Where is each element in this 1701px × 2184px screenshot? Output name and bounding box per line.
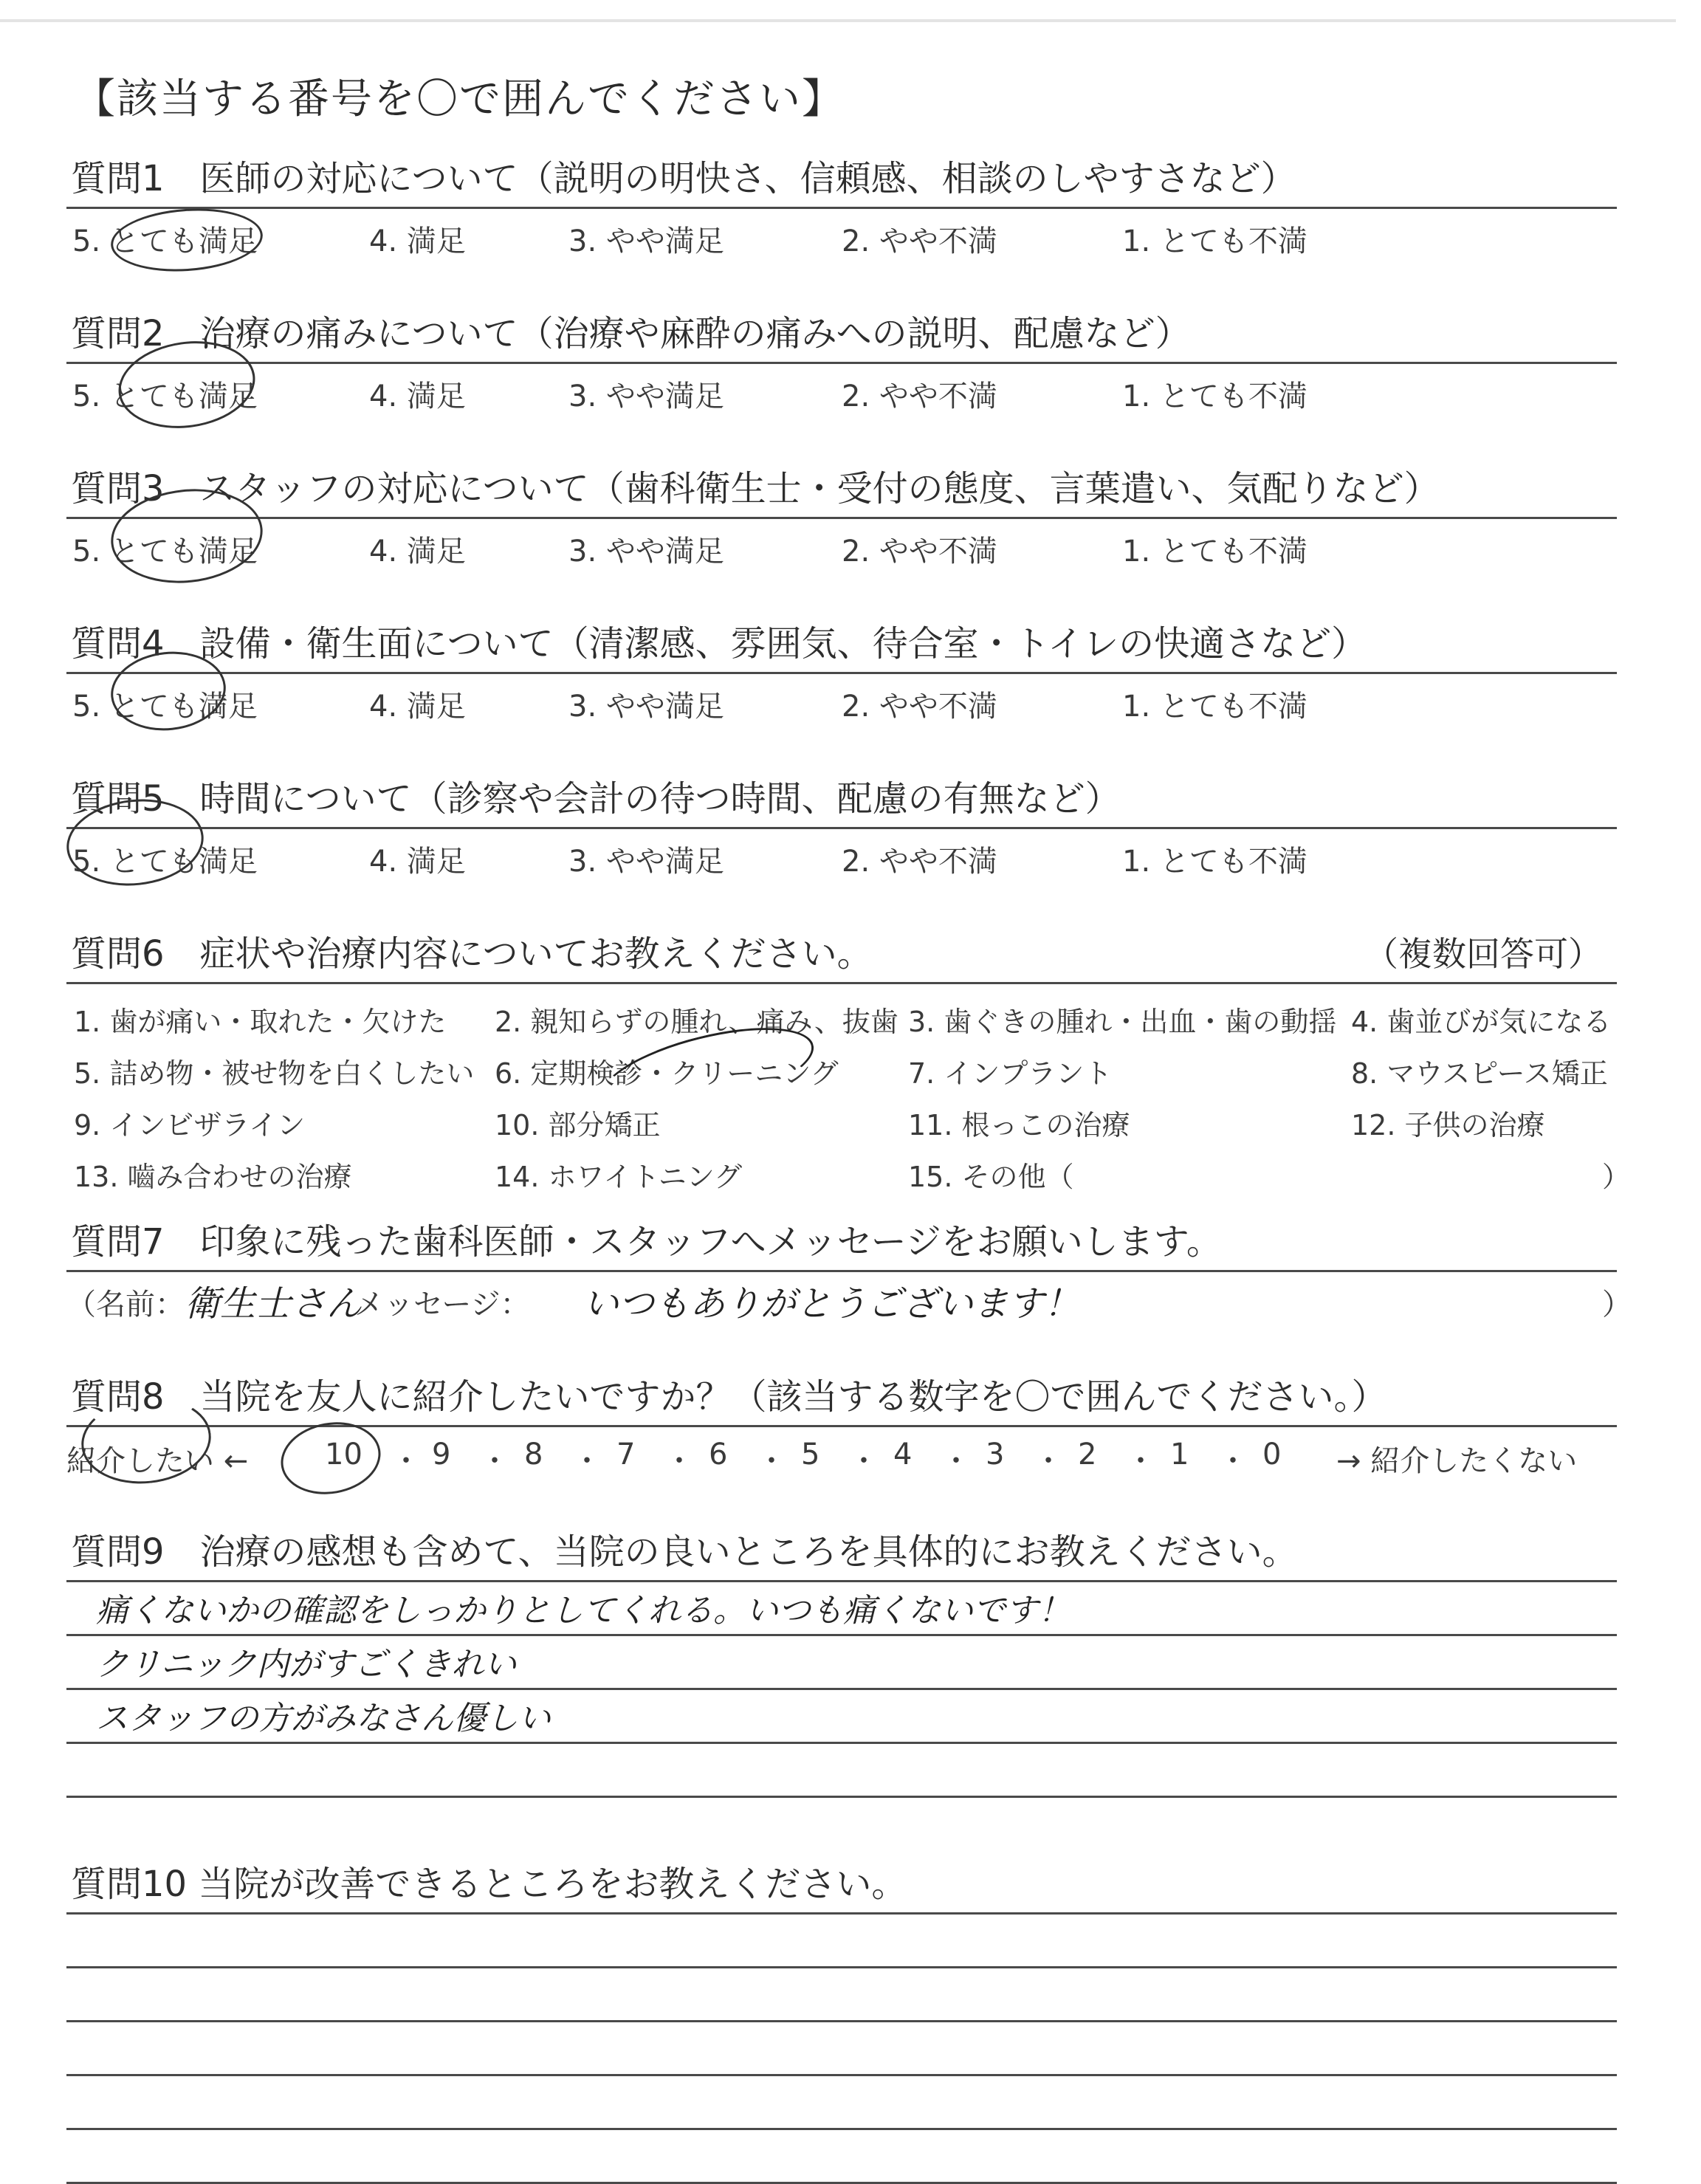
survey-sheet bbox=[66, 0, 1632, 2151]
symptom-item-selected[interactable]: 6. 定期検診・クリーニング bbox=[495, 1057, 839, 1090]
question-10 bbox=[66, 1861, 1632, 2184]
symptom-item[interactable]: 10. 部分矯正 bbox=[495, 1109, 661, 1141]
question-9-title: 質問9 治療の感想も含めて、当院の良いところを具体的にお教えください。 bbox=[71, 1531, 1298, 1573]
option-2[interactable]: 2. やや不満 bbox=[842, 690, 997, 724]
symptom-item[interactable]: 5. 詰め物・被せ物を白くしたい bbox=[74, 1057, 475, 1090]
option-1[interactable]: 1. とても不満 bbox=[1122, 224, 1307, 258]
scale-value-5[interactable]: 5 bbox=[801, 1438, 820, 1472]
question-8-title: 質問8 当院を友人に紹介したいですか？（該当する数字を〇で囲んでください。） bbox=[71, 1376, 1387, 1418]
scale-value-4[interactable]: 4 bbox=[893, 1438, 913, 1472]
option-3[interactable]: 3. やや満足 bbox=[568, 535, 724, 569]
question-5-options bbox=[66, 829, 1632, 881]
answer-line[interactable] bbox=[66, 1582, 1617, 1636]
name-value[interactable]: 衛生士さん bbox=[185, 1283, 362, 1325]
scale-value-8[interactable]: 8 bbox=[524, 1438, 543, 1472]
option-2[interactable]: 2. やや不満 bbox=[842, 224, 997, 258]
scale-dot: ・ bbox=[664, 1444, 694, 1478]
symptom-item[interactable]: 7. インプラント bbox=[908, 1057, 1113, 1090]
answer-line[interactable] bbox=[66, 2022, 1617, 2076]
question-1 bbox=[66, 155, 1632, 261]
answer-line[interactable] bbox=[66, 2076, 1617, 2130]
option-5[interactable]: 5. とても満足 bbox=[72, 845, 258, 879]
option-3[interactable]: 3. やや満足 bbox=[568, 690, 724, 724]
symptom-item[interactable]: 1. 歯が痛い・取れた・欠けた bbox=[74, 1006, 447, 1038]
option-3[interactable]: 3. やや満足 bbox=[568, 845, 724, 879]
option-4[interactable]: 4. 満足 bbox=[369, 224, 466, 258]
symptom-item[interactable]: 14. ホワイトニング bbox=[495, 1161, 743, 1193]
question-7-title: 質問7 印象に残った歯科医師・スタッフへメッセージをお願いします。 bbox=[71, 1221, 1222, 1263]
answer-line[interactable] bbox=[66, 1968, 1617, 2022]
symptom-item[interactable]: 2. 親知らずの腫れ、痛み、抜歯 bbox=[495, 1006, 898, 1038]
answer-text: スタッフの方がみなさん優しい bbox=[96, 1700, 551, 1737]
message-close-paren: ） bbox=[1602, 1288, 1632, 1322]
question-5-title: 質問5 時間について（診察や会計の待つ時間、配慮の有無など） bbox=[71, 778, 1121, 820]
other-close-paren: ） bbox=[1602, 1161, 1631, 1193]
scale-value-2[interactable]: 2 bbox=[1078, 1438, 1097, 1472]
answer-circle bbox=[275, 1415, 387, 1502]
option-4[interactable]: 4. 満足 bbox=[369, 845, 466, 879]
option-4[interactable]: 4. 満足 bbox=[369, 535, 466, 569]
scale-value-6[interactable]: 6 bbox=[709, 1438, 728, 1472]
option-3[interactable]: 3. やや満足 bbox=[568, 224, 724, 258]
scale-right-label: → 紹介したくない bbox=[1336, 1444, 1578, 1478]
answer-line[interactable] bbox=[66, 2130, 1617, 2184]
symptom-item[interactable]: 13. 嚙み合わせの治療 bbox=[74, 1161, 352, 1193]
instruction-title: 【該当する番号を〇で囲んでください】 bbox=[74, 75, 845, 123]
message-row bbox=[66, 1272, 1632, 1324]
question-2 bbox=[66, 310, 1632, 416]
option-2[interactable]: 2. やや不満 bbox=[842, 845, 997, 879]
option-1[interactable]: 1. とても不満 bbox=[1122, 380, 1307, 413]
option-4[interactable]: 4. 満足 bbox=[369, 380, 466, 413]
option-5[interactable]: 5. とても満足 bbox=[72, 535, 258, 569]
option-2[interactable]: 2. やや不満 bbox=[842, 535, 997, 569]
symptom-item[interactable]: 11. 根っこの治療 bbox=[908, 1109, 1130, 1141]
scale-dot: ・ bbox=[1126, 1444, 1155, 1478]
option-5[interactable]: 5. とても満足 bbox=[72, 224, 258, 258]
symptom-item[interactable]: 8. マウスピース矯正 bbox=[1351, 1057, 1608, 1090]
multiple-answer-note: （複数回答可） bbox=[1364, 934, 1602, 974]
symptom-item-other[interactable]: 15. その他（ bbox=[908, 1161, 1074, 1193]
scale-dot: ・ bbox=[849, 1444, 879, 1478]
question-6-title: 質問6 症状や治療内容についてお教えください。 bbox=[71, 933, 873, 975]
question-2-options bbox=[66, 364, 1632, 416]
scale-value-0[interactable]: 0 bbox=[1262, 1438, 1282, 1472]
scale-dot: ・ bbox=[1218, 1444, 1248, 1478]
option-1[interactable]: 1. とても不満 bbox=[1122, 845, 1307, 879]
option-5[interactable]: 5. とても満足 bbox=[72, 690, 258, 724]
option-1[interactable]: 1. とても不満 bbox=[1122, 535, 1307, 569]
message-value[interactable]: いつもありがとうございます！ bbox=[583, 1283, 1080, 1325]
scale-value-1[interactable]: 1 bbox=[1170, 1438, 1189, 1472]
question-8 bbox=[66, 1373, 1632, 1479]
option-1[interactable]: 1. とても不満 bbox=[1122, 690, 1307, 724]
message-label: メッセージ： bbox=[354, 1288, 530, 1322]
answer-line[interactable] bbox=[66, 1690, 1617, 1744]
scale-dot: ・ bbox=[941, 1444, 971, 1478]
answer-circle bbox=[109, 204, 264, 276]
answer-line[interactable] bbox=[66, 1744, 1617, 1798]
name-label: （名前： bbox=[66, 1288, 185, 1322]
scale-dot: ・ bbox=[480, 1444, 509, 1478]
symptom-item[interactable]: 9. インビザライン bbox=[74, 1109, 306, 1141]
question-4-options bbox=[66, 674, 1632, 726]
answer-line[interactable] bbox=[66, 1915, 1617, 1968]
option-4[interactable]: 4. 満足 bbox=[369, 690, 466, 724]
scale-value-3[interactable]: 3 bbox=[986, 1438, 1005, 1472]
recommend-scale bbox=[66, 1427, 1632, 1479]
answer-line[interactable] bbox=[66, 1636, 1617, 1690]
option-2[interactable]: 2. やや不満 bbox=[842, 380, 997, 413]
symptom-item[interactable]: 4. 歯並びが気になる bbox=[1351, 1006, 1612, 1038]
scale-value-7[interactable]: 7 bbox=[616, 1438, 636, 1472]
question-1-title: 質問1 医師の対応について（説明の明快さ、信頼感、相談のしやすさなど） bbox=[71, 158, 1296, 199]
answer-text: 痛くないかの確認をしっかりとしてくれる。いつも痛くないです！ bbox=[96, 1592, 1071, 1630]
question-4-title: 質問4 設備・衛生面について（清潔感、雰囲気、待合室・トイレの快適さなど） bbox=[71, 623, 1367, 665]
question-2-title: 質問2 治療の痛みについて（治療や麻酔の痛みへの説明、配慮など） bbox=[71, 313, 1191, 354]
scale-dot: ・ bbox=[1034, 1444, 1063, 1478]
option-5[interactable]: 5. とても満足 bbox=[72, 380, 258, 413]
question-4 bbox=[66, 620, 1632, 726]
question-3-title: 質問3 スタッフの対応について（歯科衛生士・受付の態度、言葉遣い、気配りなど） bbox=[71, 468, 1440, 509]
scale-value-9[interactable]: 9 bbox=[432, 1438, 451, 1472]
answer-text: クリニック内がすごくきれい bbox=[96, 1646, 517, 1683]
question-10-title: 質問10 当院が改善できるところをお教えください。 bbox=[71, 1864, 907, 1905]
scale-dot: ・ bbox=[757, 1444, 786, 1478]
question-6-items bbox=[66, 984, 1632, 1198]
symptom-item[interactable]: 3. 歯ぐきの腫れ・出血・歯の動揺 bbox=[908, 1006, 1337, 1038]
question-6 bbox=[66, 930, 1632, 1198]
question-9 bbox=[66, 1528, 1632, 1798]
scale-dot: ・ bbox=[572, 1444, 602, 1478]
scale-value-10[interactable]: 10 bbox=[325, 1438, 362, 1472]
question-5 bbox=[66, 775, 1632, 881]
question-3-options bbox=[66, 519, 1632, 571]
scale-dot: ・ bbox=[391, 1444, 421, 1478]
symptom-item[interactable]: 12. 子供の治療 bbox=[1351, 1109, 1545, 1141]
question-7 bbox=[66, 1218, 1632, 1324]
scale-left-label: 紹介したい ← bbox=[66, 1444, 249, 1478]
question-3 bbox=[66, 465, 1632, 571]
question-1-options bbox=[66, 209, 1632, 261]
option-3[interactable]: 3. やや満足 bbox=[568, 380, 724, 413]
